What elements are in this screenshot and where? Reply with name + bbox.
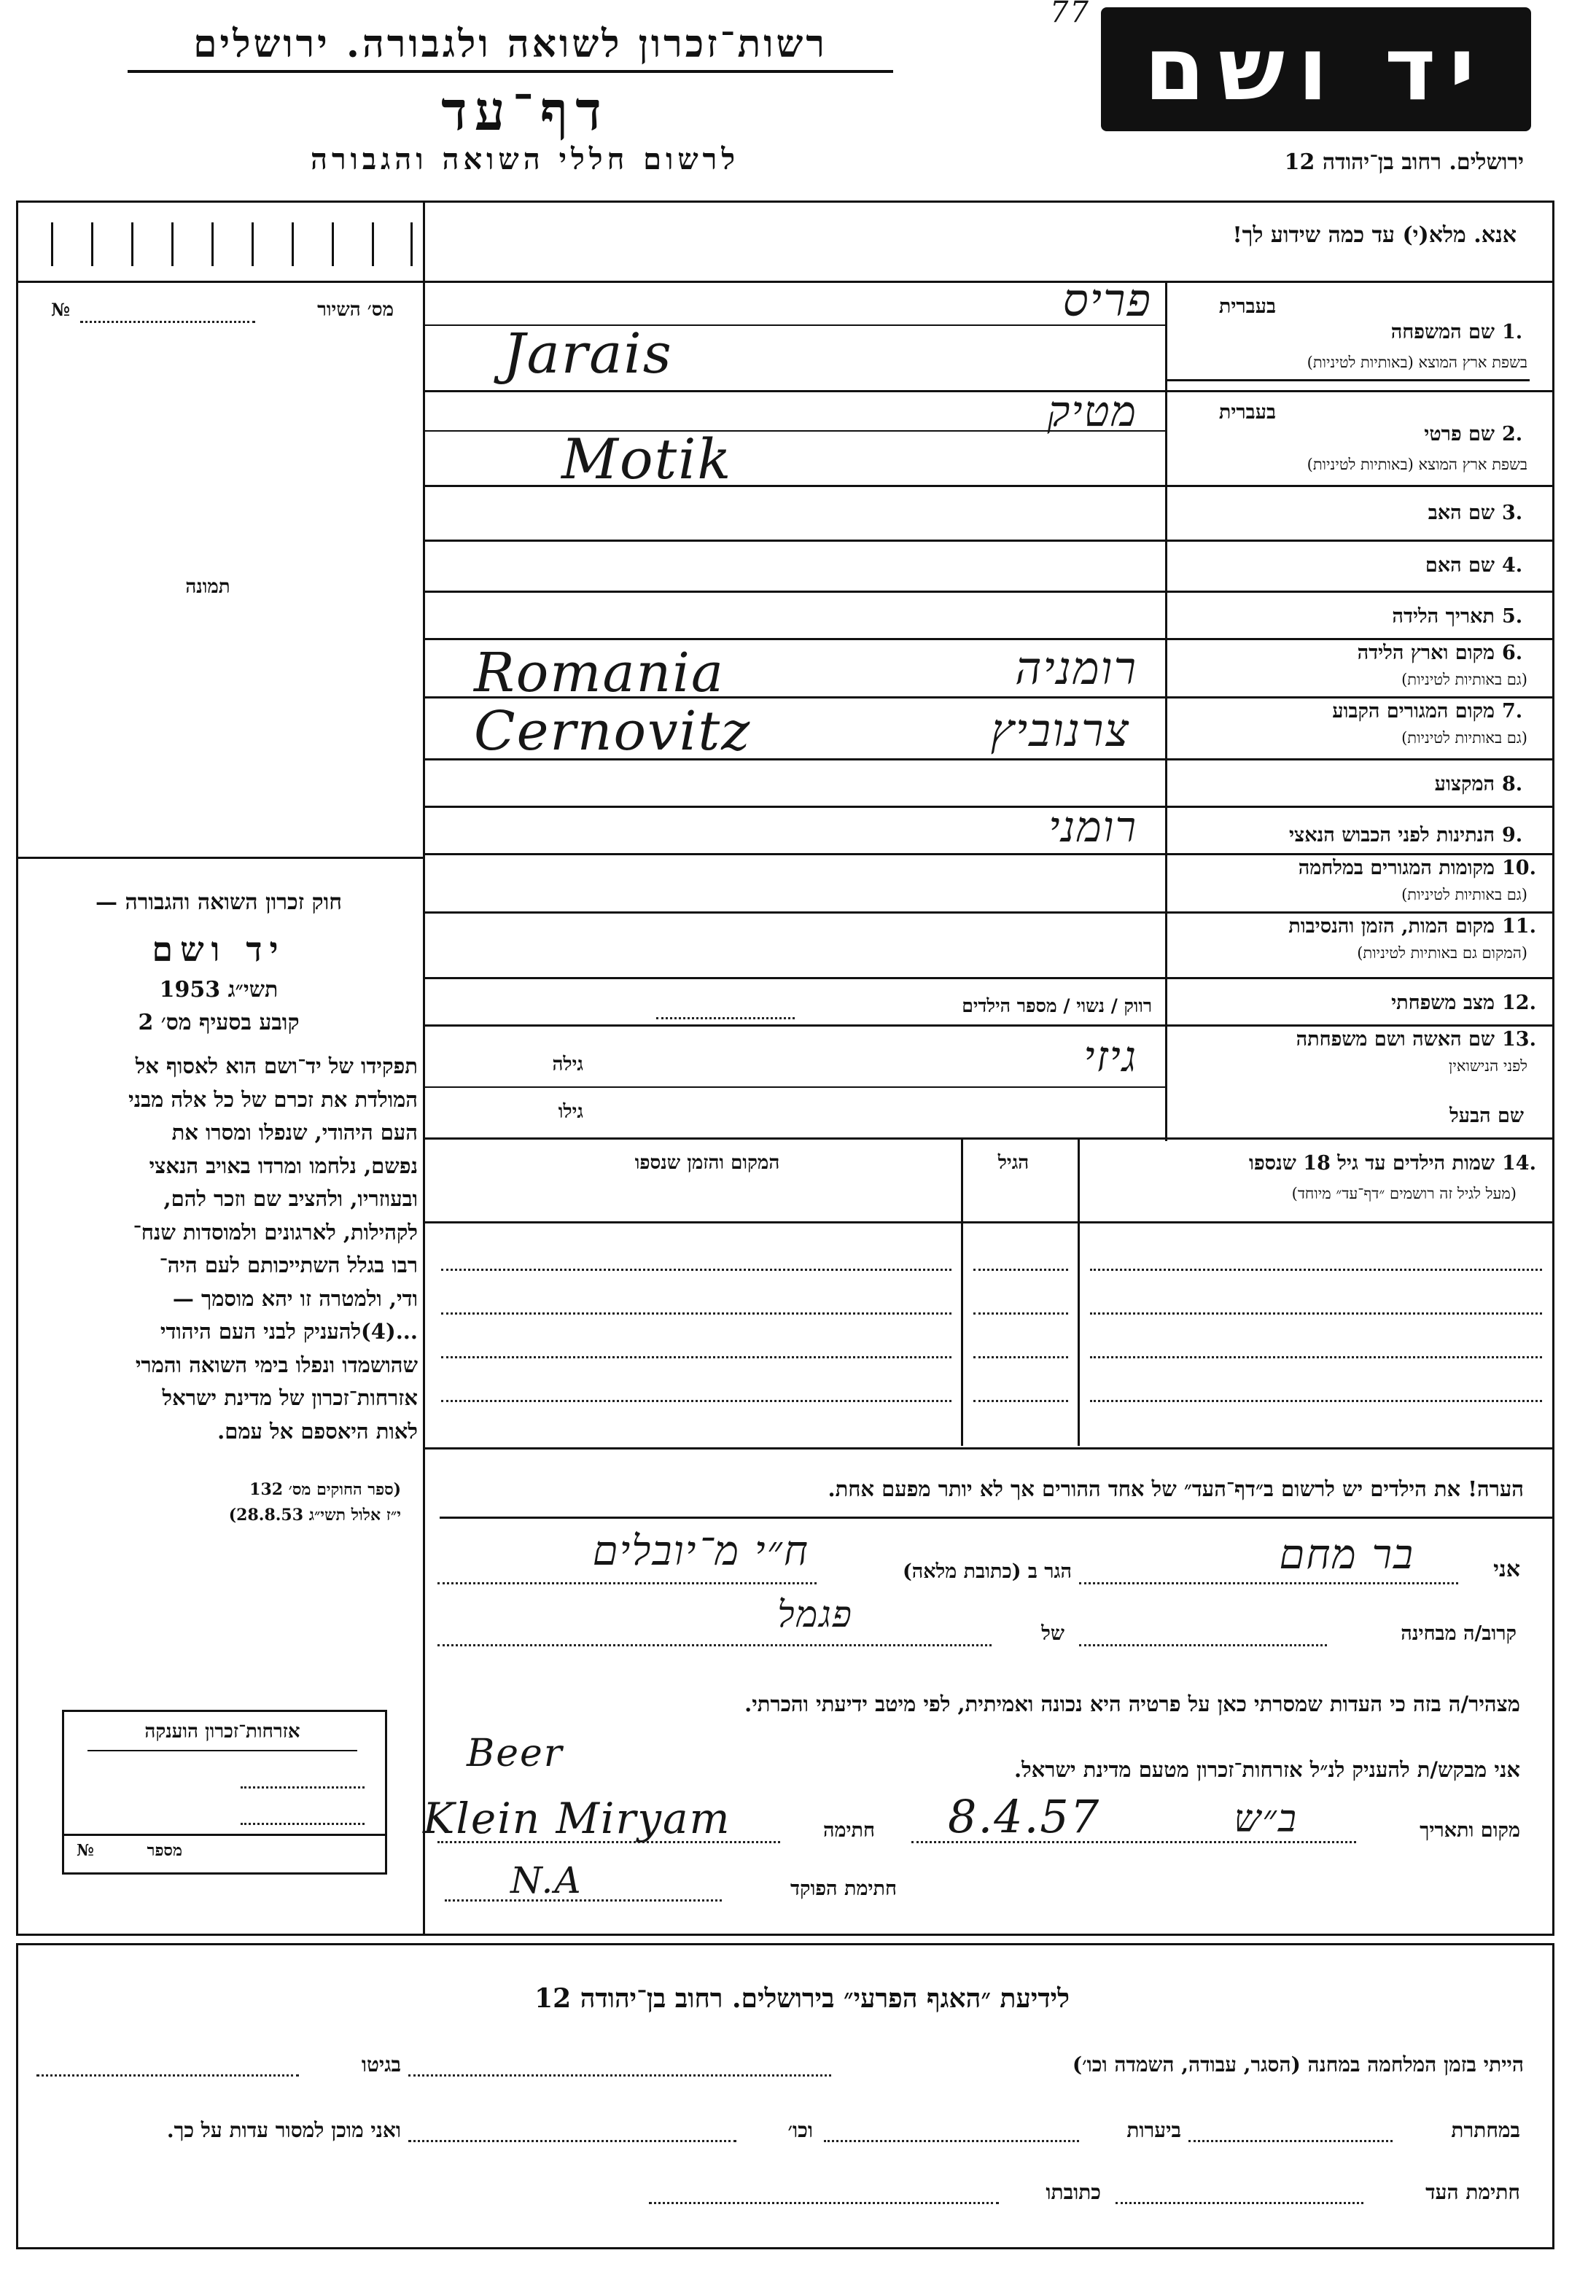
f14-num: 14. xyxy=(1502,1152,1536,1175)
f1-sub: בשפת ארץ המוצא (באותיות לטיניות) xyxy=(1307,354,1527,371)
footer-camp-label: הייתי בזמן המלחמה במחנה (הסגר, עבודה, השמדה וכו׳) xyxy=(1072,2052,1524,2077)
f14-row-3-age[interactable] xyxy=(973,1356,1068,1358)
footer-forests-line[interactable] xyxy=(824,2140,1079,2142)
org-line: רשות־זכרון לשואה ולגבורה. ירושלים xyxy=(193,22,828,66)
law-line: לאות היאספם אל עמם. xyxy=(217,1418,418,1444)
row-divider-4 xyxy=(425,591,1554,593)
decl-place-date-label: מקום ותאריך xyxy=(1420,1819,1520,1842)
f14-col-divider-1 xyxy=(961,1140,963,1446)
citizenship-line-2[interactable] xyxy=(241,1823,365,1825)
footer-testify-label: ואני מוכן למסור עדות על כך. xyxy=(166,2118,401,2142)
photo-bottom-line xyxy=(16,857,423,859)
photo-label: תמונה xyxy=(185,576,230,598)
instruction-text: אנא. מלא(י) עד כמה שידוע לך! xyxy=(1232,222,1517,248)
footer-underground-label: במחתרת xyxy=(1451,2118,1520,2142)
f6-sub: (גם באותיות לטיניות) xyxy=(1401,671,1527,688)
f2-hebrew-value: מטיק xyxy=(1047,386,1137,436)
footer-address-line[interactable] xyxy=(649,2202,999,2204)
f8-num: 8. xyxy=(1502,773,1523,795)
law-clause: קובע בסעיף מס׳ 2 xyxy=(138,1010,300,1035)
decl-relative-label: קרוב/ה מבחינה xyxy=(1401,1622,1517,1645)
f14-row-4-age[interactable] xyxy=(973,1400,1068,1402)
f1-hebrew-tag: בעברית xyxy=(1218,295,1276,318)
f6-label: מקום וארץ הלידה xyxy=(1357,642,1495,664)
citizenship-number-divider xyxy=(62,1834,387,1836)
law-line: המולדת את זכרם של כל אלה מבני xyxy=(128,1086,418,1112)
serial-number-sign: № xyxy=(51,299,71,320)
footer-underground-line[interactable] xyxy=(1188,2140,1393,2142)
f10-label: מקומות המגורים במלחמה xyxy=(1298,857,1495,879)
f6-num: 6. xyxy=(1502,642,1523,664)
law-ref-2: י״ז אלול תשי״ג 28.8.53) xyxy=(228,1506,401,1525)
f6-hebrew-value: רומניה xyxy=(1015,642,1137,695)
f3-num: 3. xyxy=(1502,502,1523,524)
decl-request: אני מבקש/ת להעניק לנ״ל אזרחות־זכרון מטעם מדינת ישראל. xyxy=(1014,1757,1520,1782)
law-name: יד ושם xyxy=(152,930,286,969)
decl-of-label: של xyxy=(1041,1622,1064,1645)
f14-row-1-age[interactable] xyxy=(973,1269,1068,1271)
law-title: חוק זכרון השואה והגבורה — xyxy=(96,890,342,915)
f6-latin-value: Romania xyxy=(474,642,725,704)
citizenship-number-sign: № xyxy=(77,1841,94,1860)
f14-row-2-name[interactable] xyxy=(1090,1312,1542,1315)
header-address: ירושלים. רחוב בן־יהודה 12 xyxy=(1284,149,1524,175)
f13-hebrew-value: גיזי xyxy=(1083,1032,1137,1081)
footer-witness-line[interactable] xyxy=(1116,2202,1363,2204)
yad-vashem-logo: יד ושם xyxy=(1101,7,1531,131)
serial-boxes xyxy=(51,222,413,266)
citizenship-title-underline xyxy=(87,1750,357,1751)
note-underline xyxy=(440,1517,1554,1519)
citizenship-line-1[interactable] xyxy=(241,1786,365,1789)
footer-address-label: כתובתו xyxy=(1046,2180,1101,2204)
decl-address-line[interactable] xyxy=(437,1582,817,1584)
decl-signature-value: Klein Miryam xyxy=(423,1794,731,1843)
row-divider-9 xyxy=(425,853,1554,855)
law-line: לקהילות, לארגונים ולמוסדות שנח־ xyxy=(133,1219,418,1245)
f14-row-2-place[interactable] xyxy=(441,1312,951,1315)
decl-place-value: ב״ש xyxy=(1234,1797,1298,1841)
f11-sub: (המקום גם באותיות לטיניות) xyxy=(1357,944,1527,962)
f14-label: שמות הילדים עד גיל 18 שנספו xyxy=(1249,1152,1495,1175)
row-divider-12 xyxy=(425,1024,1554,1027)
f7-label: מקום המגורים הקבוע xyxy=(1332,700,1495,723)
label-column-divider xyxy=(1165,281,1167,1141)
f2-label: שם פרטי xyxy=(1424,423,1495,445)
law-ref-1: (ספר החוקים מס׳ 132 xyxy=(249,1480,401,1499)
law-line: ודי, ולמטרה זו יהא מוסמך — xyxy=(172,1285,418,1311)
f14-row-1-name[interactable] xyxy=(1090,1269,1542,1271)
f12-children-dots[interactable] xyxy=(656,1017,795,1019)
f14-row-4-name[interactable] xyxy=(1090,1400,1542,1402)
children-note: הערה! את הילדים יש לרשום ב״דף־העד״ של אחד ההורים אך לא יותר מפעם אחת. xyxy=(828,1476,1524,1501)
f5-label: תאריך הלידה xyxy=(1392,605,1495,628)
f8-label: המקצוע xyxy=(1434,773,1495,795)
top-mark: 77 xyxy=(1050,0,1090,29)
f1-label: שם המשפחה xyxy=(1390,321,1495,343)
law-line: ...(4)להעניק לבני העם היהודי xyxy=(160,1319,418,1344)
law-line: העם היהודי, שנפלו ומסרו את xyxy=(171,1120,418,1145)
f4-label: שם האם xyxy=(1425,554,1495,577)
f7-sub: (גם באותיות לטיניות) xyxy=(1401,729,1527,747)
law-year: תשי״ג 1953 xyxy=(159,977,279,1003)
footer-etc-label: וכו׳ xyxy=(787,2118,813,2142)
f2-sub: בשפת ארץ המוצא (באותיות לטיניות) xyxy=(1307,456,1527,473)
husband-age-tag: גילו xyxy=(558,1101,583,1123)
decl-signature-label: חתימה xyxy=(822,1819,875,1842)
f13-sub: לפני הנישואין xyxy=(1449,1057,1527,1075)
decl-officer-value: N.A xyxy=(510,1859,583,1902)
footer-etc-line[interactable] xyxy=(408,2140,736,2142)
decl-of-line[interactable] xyxy=(437,1644,992,1646)
f13-label: שם האשה ושם משפחתה xyxy=(1296,1028,1495,1051)
footer-ghetto-label: בגיטו xyxy=(361,2052,401,2077)
law-line: תפקידו של יד־ושם הוא לאסוף אל xyxy=(135,1054,418,1078)
f13-age-tag: גילה xyxy=(552,1054,583,1075)
f14-row-1-place[interactable] xyxy=(441,1269,951,1271)
decl-resides-label: הגר ב (כתובת מלאה) xyxy=(902,1560,1072,1583)
row-divider-13 xyxy=(425,1137,1554,1140)
law-line: רבו בגלל השתייכותם לעם היה־ xyxy=(159,1253,418,1277)
f2-num: 2. xyxy=(1502,423,1523,445)
footer-witness-label: חתימת העד xyxy=(1425,2180,1520,2204)
f11-label: מקום המות, הזמן והנסיבות xyxy=(1288,915,1495,938)
f12-options[interactable]: רווק / נשוי / מספר הילדים xyxy=(962,995,1152,1016)
citizenship-title: אזרחות־זכרון הוענקה xyxy=(144,1721,300,1743)
decl-relation-value: פגמל xyxy=(777,1593,853,1635)
f1-num: 1. xyxy=(1502,321,1523,343)
f14-row-3-place[interactable] xyxy=(441,1356,951,1358)
serial-box-bottom xyxy=(16,281,423,283)
f1-latin-value: Jarais xyxy=(503,321,673,386)
f2-latin-value: Motik xyxy=(561,427,733,491)
f10-sub: (גם באותיות לטיניות) xyxy=(1401,886,1527,903)
f14-row-3-name[interactable] xyxy=(1090,1356,1542,1358)
law-line: נפשם, נלחמו ומרדו באויב הנאצי xyxy=(149,1153,418,1178)
footer-forests-label: ביערות xyxy=(1126,2118,1181,2142)
row-divider-10 xyxy=(425,911,1554,914)
f3-label: שם האב xyxy=(1428,502,1495,524)
f1-underline xyxy=(1165,379,1530,381)
f11-num: 11. xyxy=(1502,915,1536,938)
form-subtitle: לרשום חללי השואה והגבורה xyxy=(310,142,740,176)
f12-label: מצב משפחתי xyxy=(1391,992,1495,1014)
f7-num: 7. xyxy=(1502,700,1523,723)
f9-num: 9. xyxy=(1502,824,1523,847)
form-title: דף־עד xyxy=(441,80,609,143)
footer-ghetto-line[interactable] xyxy=(36,2074,299,2077)
f7-latin-value: Cernovitz xyxy=(474,700,752,763)
f14-bottom-line xyxy=(425,1447,1554,1449)
decl-date-value: 8.4.57 xyxy=(948,1790,1101,1843)
law-line: ובעוזריו, ולהציב שם וזכר להם, xyxy=(163,1186,418,1211)
f7-hebrew-value: צרנוביץ xyxy=(990,704,1130,757)
f1-hebrew-value: פריס xyxy=(1062,273,1152,327)
f9-hebrew-value: רומני xyxy=(1048,802,1137,852)
decl-officer-label: חתימת הפוקד xyxy=(790,1877,897,1900)
f13-line xyxy=(425,1086,1165,1088)
f2-hebrew-tag: בעברית xyxy=(1218,401,1276,424)
f14-sub: (מעל לגיל זה רושמים ״דף־עד״ מיוחד) xyxy=(1291,1185,1517,1202)
f14-age-header: הגיל xyxy=(997,1152,1029,1174)
row-divider-5 xyxy=(425,638,1554,640)
f14-col-divider-2 xyxy=(1078,1140,1080,1446)
f4-num: 4. xyxy=(1502,554,1523,577)
decl-name-value: בר מחם xyxy=(1279,1531,1414,1579)
decl-city-value: Beer xyxy=(467,1732,564,1775)
f14-row-2-age[interactable] xyxy=(973,1312,1068,1315)
law-line: אזרחות־זכרון של מדינת ישראל xyxy=(162,1385,418,1410)
citizenship-number-label: מספר xyxy=(147,1841,182,1860)
law-text xyxy=(20,1050,418,1448)
f10-num: 10. xyxy=(1502,857,1536,879)
left-panel-divider xyxy=(423,201,425,1936)
footer-title: לידיעת ״האגף הפרעי״ בירושלים. רחוב בן־יהודה 12 xyxy=(534,1983,1070,2014)
law-line: שהושמדו ונפלו בימי השואה והמרי xyxy=(135,1352,418,1377)
f14-row-4-place[interactable] xyxy=(441,1400,951,1402)
f14-header-line xyxy=(425,1221,1554,1223)
f5-num: 5. xyxy=(1502,605,1523,628)
decl-address-value: ח״י מ־יובלים xyxy=(592,1528,809,1575)
decl-certify: מצהיר/ה בזה כי העדות שמסרתי כאן על פרטיה היא נכונה ואמיתית, לפי מיטב ידיעתי והכרתי. xyxy=(744,1692,1520,1716)
f9-label: הנתינות לפני הכבוש הנאצי xyxy=(1288,824,1495,847)
f14-place-header: המקום והזמן שנספו xyxy=(634,1152,780,1174)
f13-num: 13. xyxy=(1502,1028,1536,1051)
serial-label: מס׳ השיור xyxy=(317,299,394,321)
decl-officer-line[interactable] xyxy=(445,1899,722,1902)
serial-dots[interactable] xyxy=(80,321,255,323)
row-divider-3 xyxy=(425,540,1554,542)
footer-camp-line[interactable] xyxy=(408,2074,831,2077)
row-divider-11 xyxy=(425,977,1554,979)
decl-name-line[interactable] xyxy=(1079,1582,1458,1584)
decl-ani: אני xyxy=(1493,1557,1520,1582)
f12-num: 12. xyxy=(1502,992,1536,1014)
husband-label: שם הבעל xyxy=(1449,1105,1524,1127)
org-underline xyxy=(128,70,893,73)
decl-relative-line[interactable] xyxy=(1079,1644,1327,1646)
